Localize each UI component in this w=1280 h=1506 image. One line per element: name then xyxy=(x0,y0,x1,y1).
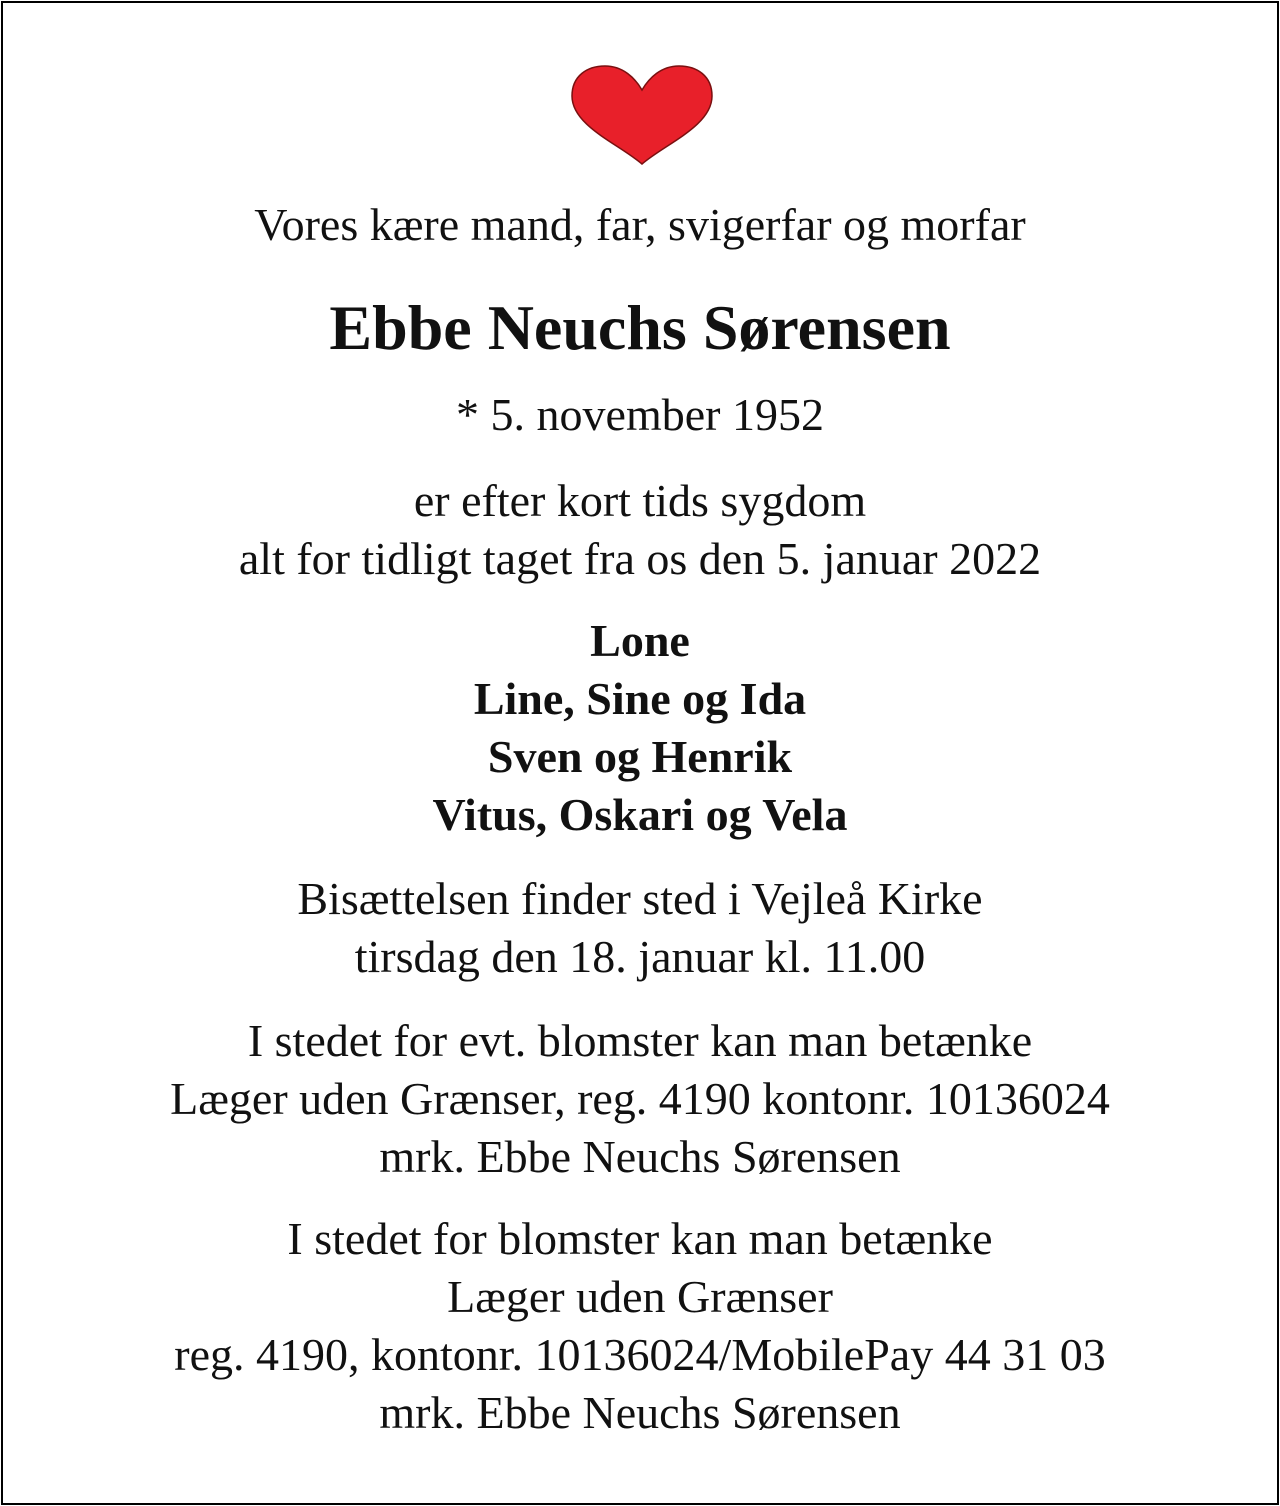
donation-line: mrk. Ebbe Neuchs Sørensen xyxy=(379,1131,901,1182)
death-line-2: alt for tidligt taget fra os den 5. januar 2022 xyxy=(238,533,1042,584)
donation-line: mrk. Ebbe Neuchs Sørensen xyxy=(379,1387,901,1438)
donation-line: I stedet for blomster kan man betænke xyxy=(287,1213,993,1264)
family-line: Lone xyxy=(590,615,690,666)
intro-text: Vores kære mand, far, svigerfar og morfar xyxy=(254,199,1026,250)
death-line-1: er efter kort tids sygdom xyxy=(413,475,867,526)
deceased-name: Ebbe Neuchs Sørensen xyxy=(329,292,951,363)
heart-icon xyxy=(569,64,715,168)
birth-date: * 5. november 1952 xyxy=(456,389,824,440)
donation-line: Læger uden Grænser xyxy=(447,1271,833,1322)
funeral-line: tirsdag den 18. januar kl. 11.00 xyxy=(354,931,926,982)
family-line: Vitus, Oskari og Vela xyxy=(432,789,848,840)
donation-line: reg. 4190, kontonr. 10136024/MobilePay 44 31 03 xyxy=(174,1329,1106,1380)
funeral-line: Bisættelsen finder sted i Vejleå Kirke xyxy=(297,873,983,924)
family-line: Sven og Henrik xyxy=(487,731,793,782)
family-line: Line, Sine og Ida xyxy=(473,673,807,724)
donation-line: Læger uden Grænser, reg. 4190 kontonr. 10136024 xyxy=(170,1073,1110,1124)
donation-line: I stedet for evt. blomster kan man betænke xyxy=(247,1015,1033,1066)
